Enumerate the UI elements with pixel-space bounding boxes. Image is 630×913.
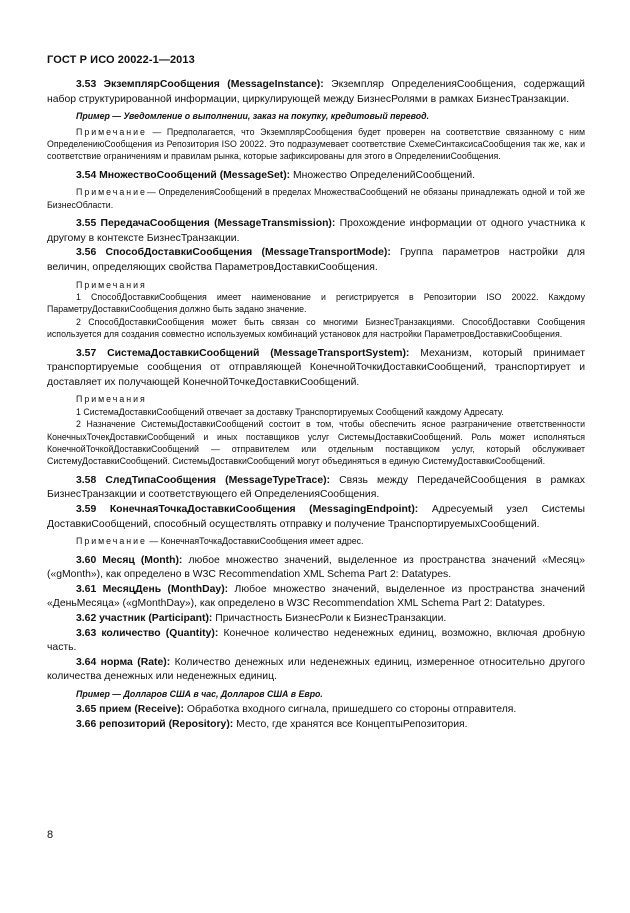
definition-3-61: 3.61 МесяцДень (MonthDay): Любое множество значений, выделенное из пространства значений «ДеньМесяца» («gMonthDay»), как определено в W3C Recommendation XML Schema Part 2: Datatypes. bbox=[47, 583, 586, 610]
note-item: 1 СистемаДоставкиСообщений отвечает за доставку Транспортируемых Сообщений каждому Адресату. bbox=[76, 406, 504, 417]
definition-3-62: 3.62 участник (Participant): Причастность БизнесРоли к БизнесТранзакции. bbox=[76, 613, 447, 624]
note-item: 2 Назначение СистемыДоставкиСообщений состоит в том, чтобы обеспечить ясное разграничение ответственности КонечныхТочекДоставкиСообщений и иных поставщиков услуг СистемыДоставкиСообщений. Роль может исполняться КонечнойТочкойДоставкиСообщений — отправителем или отдельным поставщиком услуг, который обслуживает СистемуДоставкиСообщений. СистемыДоставкиСообщений могут объединяться в единую СистемуДоставкиСообщений. bbox=[47, 419, 585, 467]
definition-3-58: 3.58 СледТипаСообщения (MessageTypeTrace): Связь между ПередачейСообщения в рамках БизнесТранзакции и соответствующего ей ОпределенияСообщения. bbox=[47, 474, 585, 501]
definition-3-56: 3.56 СпособДоставкиСообщения (MessageTransportMode): Группа параметров настройки для величин, определяющих свойства ПараметровДоставкиСообщения. bbox=[47, 247, 585, 273]
definition-3-65: 3.65 прием (Receive): Обработка входного сигнала, пришедшего со стороны отправителя. bbox=[76, 704, 517, 716]
notes-heading: Примечания bbox=[76, 279, 147, 290]
example: Пример — Уведомление о выполнении, заказ на покупку, кредитовый перевод. bbox=[76, 111, 430, 122]
page-number: 8 bbox=[47, 829, 54, 841]
document-header: ГОСТ Р ИСО 20022-1—2013 bbox=[47, 54, 195, 66]
note-item: 1 СпособДоставкиСообщения имеет наименование и регистрируется в Репозитории ISO 20022. Каждому ПараметруДоставкиСообщения должно быть задано значение. bbox=[47, 292, 585, 315]
definition-3-60: 3.60 Месяц (Month): любое множество значений, выделенное из пространства значений «Месяц» («gMonth»), как определено в W3C Recommendation XML Schema Part 2: Datatypes. bbox=[47, 554, 585, 581]
definition-3-66: 3.66 репозиторий (Repository): Место, где хранятся все КонцептыРепозитория. bbox=[76, 718, 468, 730]
definition-3-57: 3.57 СистемаДоставкиСообщений (MessageTransportSystem): Механизм, который принимает транспортируемые сообщения от отправляющей КонечнойТочкиДоставкиСообщений, транспортирует и доставляет их получающей КонечнойТочкеДоставкиСообщений. bbox=[47, 347, 585, 388]
definition-3-55: 3.55 ПередачаСообщения (MessageTransmission): Прохождение информации от одного участника к другому в контексте БизнесТранзакции. bbox=[47, 218, 585, 244]
note: Примечание — КонечнаяТочкаДоставкиСообщения имеет адрес. bbox=[76, 536, 364, 547]
document-body bbox=[47, 78, 585, 733]
example: Пример — Долларов США в час, Долларов США в Евро. bbox=[76, 688, 323, 699]
definition-3-59: 3.59 КонечнаяТочкаДоставкиСообщения (MessagingEndpoint): Адресуемый узел Системы ДоставкиСообщений, способный осуществлять отправку и получение ТранспортируемыхСообщений. bbox=[47, 504, 585, 530]
definition-3-53: 3.53 ЭкземплярСообщения (MessageInstance): Экземпляр ОпределенияСообщения, содержащий набор структурированной информации, циркулирующей между БизнесРолями в рамках БизнесТранзакции. bbox=[47, 79, 585, 105]
definition-3-63: 3.63 количество (Quantity): Конечное количество неденежных единиц, возможно, включая дробную часть. bbox=[47, 627, 585, 654]
definition-3-64: 3.64 норма (Rate): Количество денежных или неденежных единиц, измеренное относительно другого количества денежных или неденежных единиц. bbox=[47, 656, 586, 683]
note-item: 2 СпособДоставкиСообщения может быть связан со многими БизнесТранзакциями. СпособДоставки Сообщения используется для создания совместно используемых комбинаций установок для настройки ПараметровДоставкиСообщения. bbox=[47, 316, 585, 340]
note: Примечание— ОпределенияСообщений в пределах МножестваСообщений не обязаны принадлежать одной и той же БизнесОбласти. bbox=[47, 187, 585, 210]
notes-heading: Примечания bbox=[76, 394, 147, 405]
definition-3-54: 3.54 МножествоСообщений (MessageSet): Множество ОпределенийСообщений. bbox=[76, 169, 476, 181]
note: Примечание — Предполагается, что ЭкземплярСообщения будет проверен на соответствие связанному с ним ОпределениюСообщения из Репозитория ISO 20022. Это подразумевает соответствие СхемеСинтаксисаСообщения так же, как и соответствие ограничениям и правилам рынка, которые зафиксированы для этого в ОпределенииСообщения. bbox=[47, 126, 585, 162]
